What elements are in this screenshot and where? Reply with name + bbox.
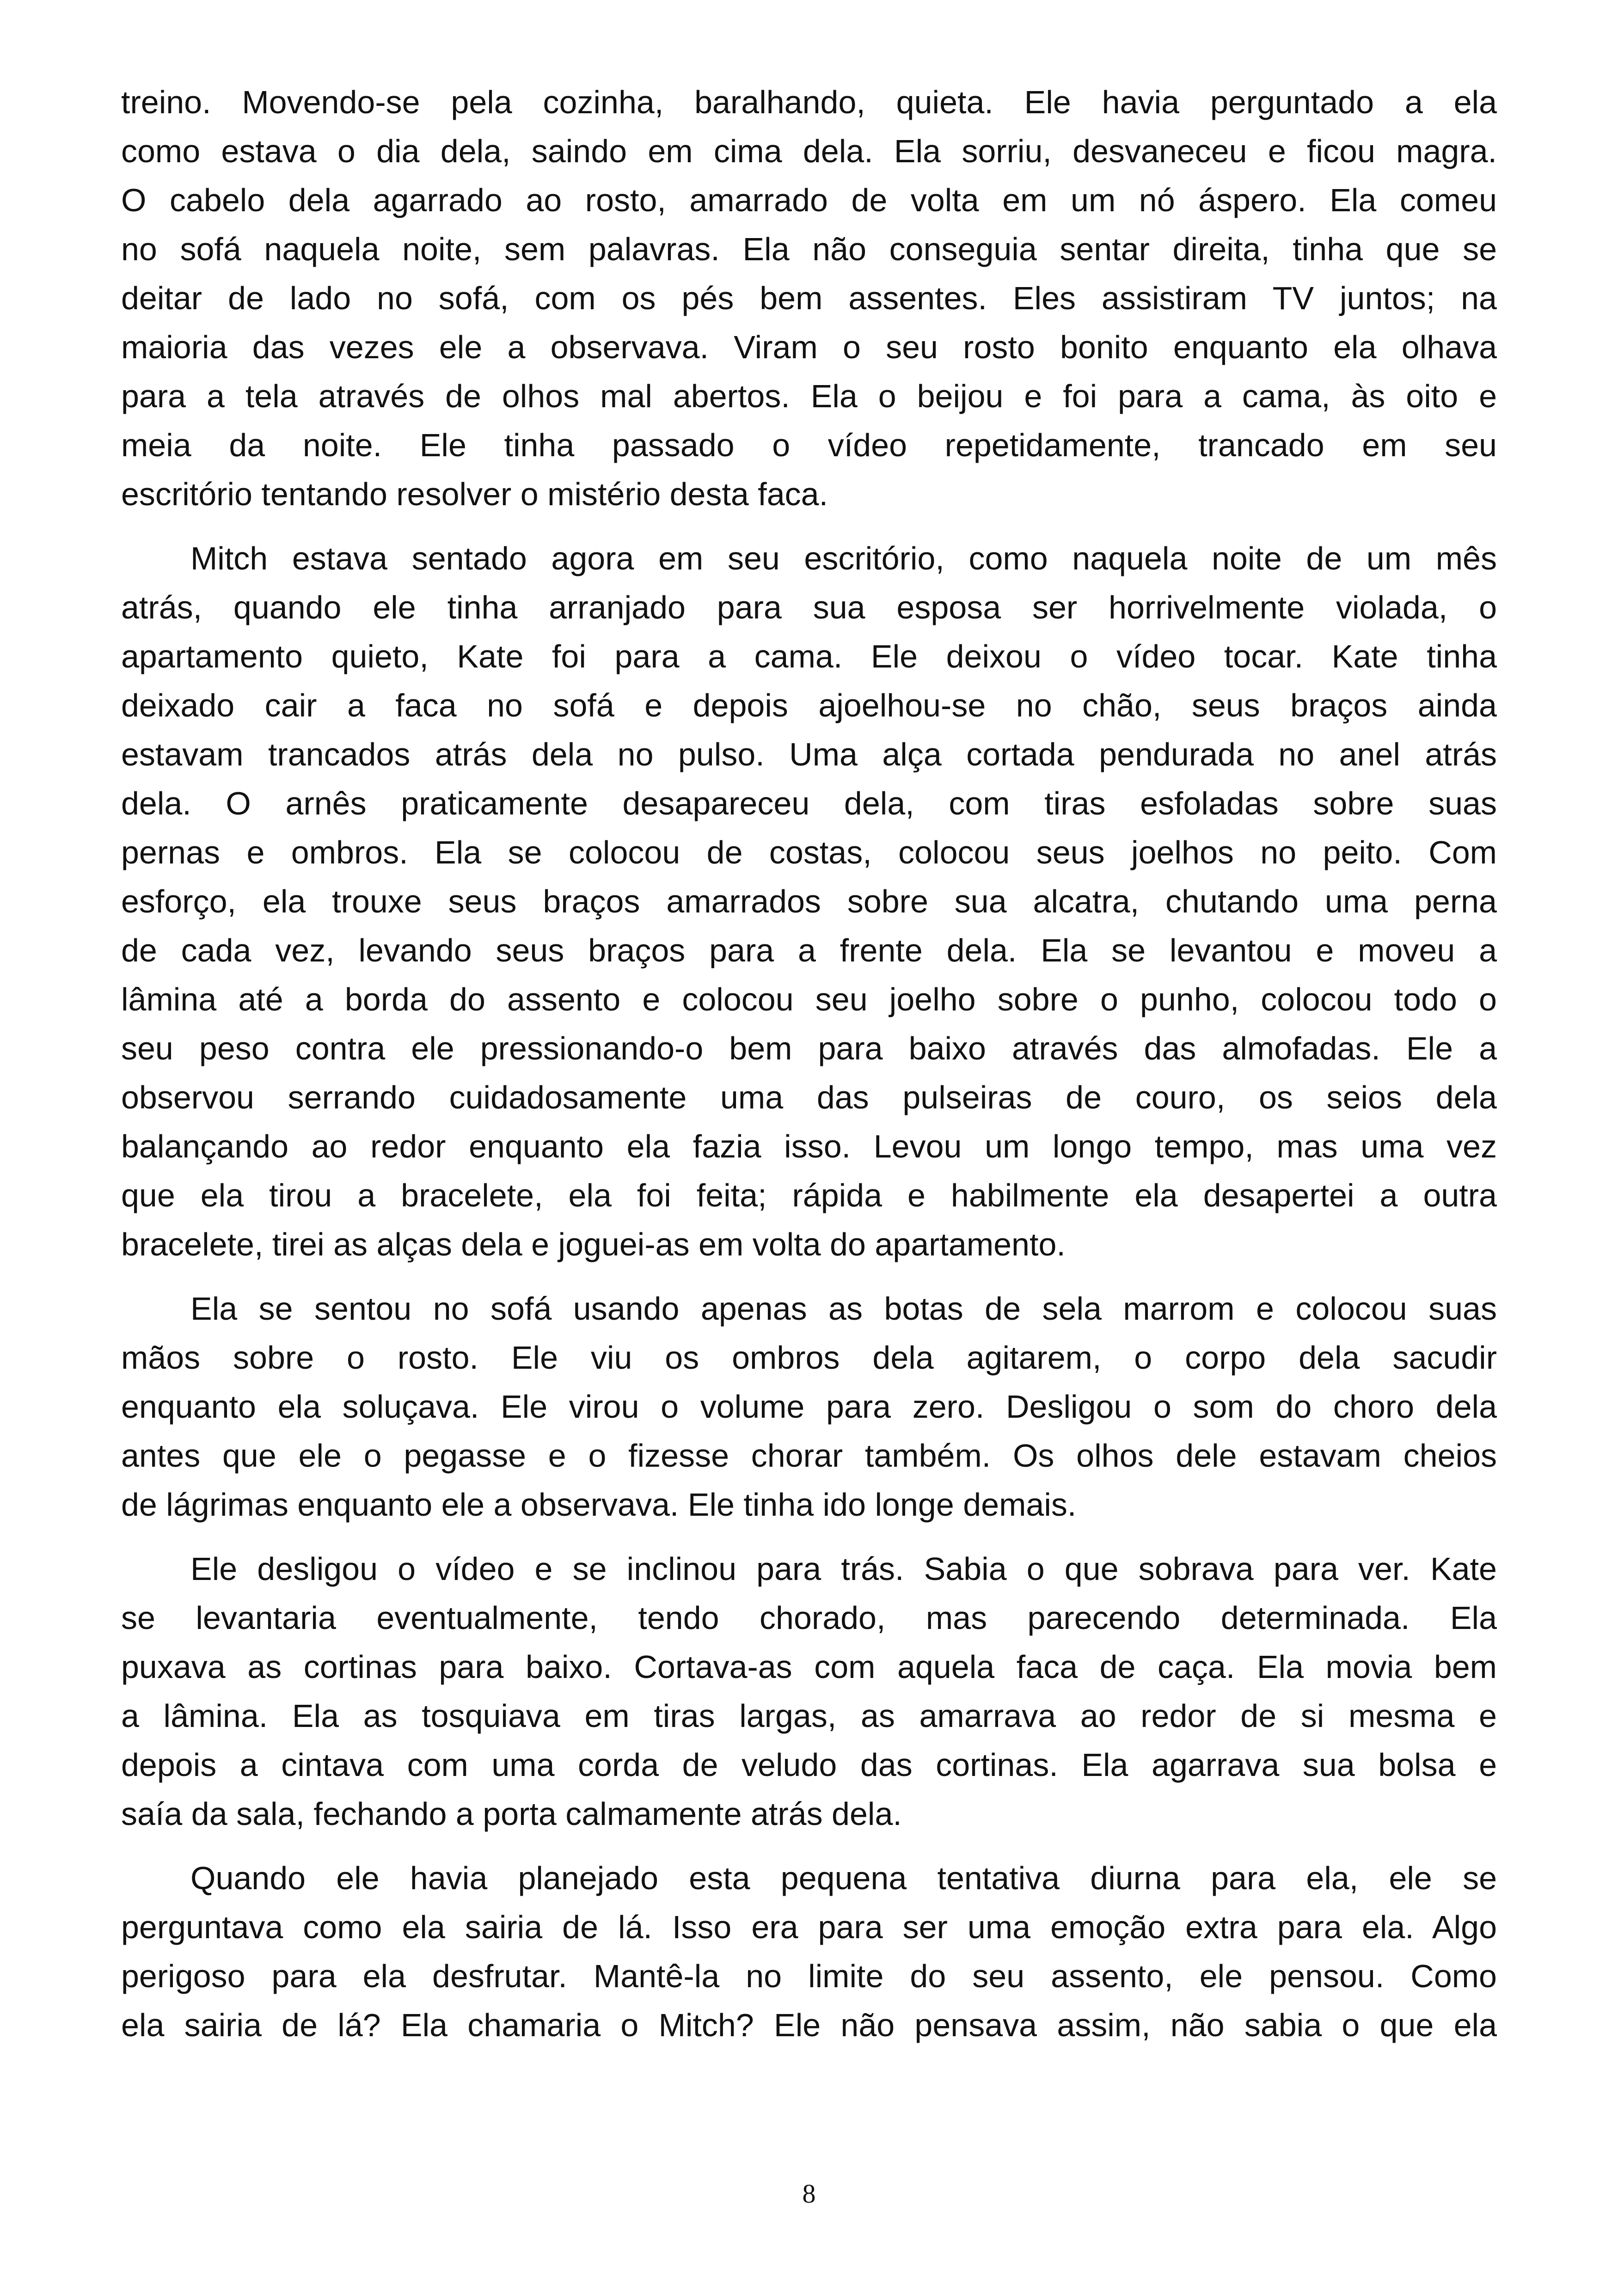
text-line: de cada vez, levando seus braços para a frente dela. Ela se levantou e moveu a [121, 932, 1497, 968]
text-line: meia da noite. Ele tinha passado o vídeo repetidamente, trancado em seu [121, 427, 1497, 463]
paragraph-5 [121, 1854, 1497, 2050]
text-line: para a tela através de olhos mal abertos. Ela o beijou e foi para a cama, às oito e [121, 378, 1497, 414]
text-line: observou serrando cuidadosamente uma das pulseiras de couro, os seios dela [121, 1079, 1497, 1115]
text-line: atrás, quando ele tinha arranjado para sua esposa ser horrivelmente violada, o [121, 589, 1497, 625]
paragraph-2 [121, 534, 1497, 1269]
text-line: antes que ele o pegasse e o fizesse chorar também. Os olhos dele estavam cheios [121, 1438, 1497, 1474]
text-line: maioria das vezes ele a observava. Viram o seu rosto bonito enquanto ela olhava [121, 329, 1497, 365]
text-line: a lâmina. Ela as tosquiava em tiras largas, as amarrava ao redor de si mesma e [121, 1698, 1497, 1734]
text-line: seu peso contra ele pressionando-o bem para baixo através das almofadas. Ele a [121, 1030, 1497, 1066]
text-line: perguntava como ela sairia de lá. Isso era para ser uma emoção extra para ela. Algo [121, 1909, 1497, 1945]
text-line: pernas e ombros. Ela se colocou de costas, colocou seus joelhos no peito. Com [121, 834, 1497, 870]
text-line: Quando ele havia planejado esta pequena tentativa diurna para ela, ele se [190, 1860, 1497, 1896]
paragraph-1 [121, 78, 1497, 519]
text-line: estavam trancados atrás dela no pulso. Uma alça cortada pendurada no anel atrás [121, 736, 1497, 772]
text-line: enquanto ela soluçava. Ele virou o volume para zero. Desligou o som do choro dela [121, 1389, 1497, 1425]
text-line: de lágrimas enquanto ele a observava. Ele tinha ido longe demais. [121, 1487, 1077, 1523]
text-line: escritório tentando resolver o mistério desta faca. [121, 476, 828, 512]
text-line: depois a cintava com uma corda de veludo das cortinas. Ela agarrava sua bolsa e [121, 1747, 1497, 1783]
text-line: que ela tirou a bracelete, ela foi feita; rápida e habilmente ela desapertei a outra [121, 1177, 1497, 1213]
text-line: esforço, ela trouxe seus braços amarrados sobre sua alcatra, chutando uma perna [121, 883, 1497, 919]
page-number: 8 [802, 2179, 816, 2209]
text-line: treino. Movendo-se pela cozinha, baralhando, quieta. Ele havia perguntado a ela [121, 84, 1497, 120]
text-line: ela sairia de lá? Ela chamaria o Mitch? Ele não pensava assim, não sabia o que ela [121, 2007, 1497, 2043]
text-line: puxava as cortinas para baixo. Cortava-as com aquela faca de caça. Ela movia bem [121, 1649, 1497, 1685]
text-line: O cabelo dela agarrado ao rosto, amarrado de volta em um nó áspero. Ela comeu [121, 182, 1497, 218]
text-line: bracelete, tirei as alças dela e joguei-as em volta do apartamento. [121, 1226, 1066, 1262]
text-line: Ela se sentou no sofá usando apenas as botas de sela marrom e colocou suas [190, 1291, 1497, 1327]
text-line: balançando ao redor enquanto ela fazia isso. Levou um longo tempo, mas uma vez [121, 1128, 1497, 1164]
text-line: saía da sala, fechando a porta calmamente atrás dela. [121, 1796, 902, 1832]
text-line: deitar de lado no sofá, com os pés bem assentes. Eles assistiram TV juntos; na [121, 280, 1497, 316]
text-line: mãos sobre o rosto. Ele viu os ombros dela agitarem, o corpo dela sacudir [121, 1340, 1497, 1376]
text-line: perigoso para ela desfrutar. Mantê-la no limite do seu assento, ele pensou. Como [121, 1958, 1497, 1994]
text-line: se levantaria eventualmente, tendo chorado, mas parecendo determinada. Ela [121, 1600, 1497, 1636]
text-line: Ele desligou o vídeo e se inclinou para trás. Sabia o que sobrava para ver. Kate [190, 1551, 1497, 1587]
paragraph-3 [121, 1284, 1497, 1529]
text-line: lâmina até a borda do assento e colocou seu joelho sobre o punho, colocou todo o [121, 981, 1497, 1017]
text-line: deixado cair a faca no sofá e depois ajoelhou-se no chão, seus braços ainda [121, 687, 1497, 723]
text-line: no sofá naquela noite, sem palavras. Ela não conseguia sentar direita, tinha que se [121, 231, 1497, 267]
text-line: apartamento quieto, Kate foi para a cama. Ele deixou o vídeo tocar. Kate tinha [121, 638, 1497, 674]
body-text [121, 78, 1497, 2065]
paragraph-4 [121, 1544, 1497, 1838]
text-line: Mitch estava sentado agora em seu escritório, como naquela noite de um mês [190, 540, 1497, 576]
text-line: dela. O arnês praticamente desapareceu dela, com tiras esfoladas sobre suas [121, 785, 1497, 821]
text-line: como estava o dia dela, saindo em cima dela. Ela sorriu, desvaneceu e ficou magra. [121, 133, 1497, 169]
